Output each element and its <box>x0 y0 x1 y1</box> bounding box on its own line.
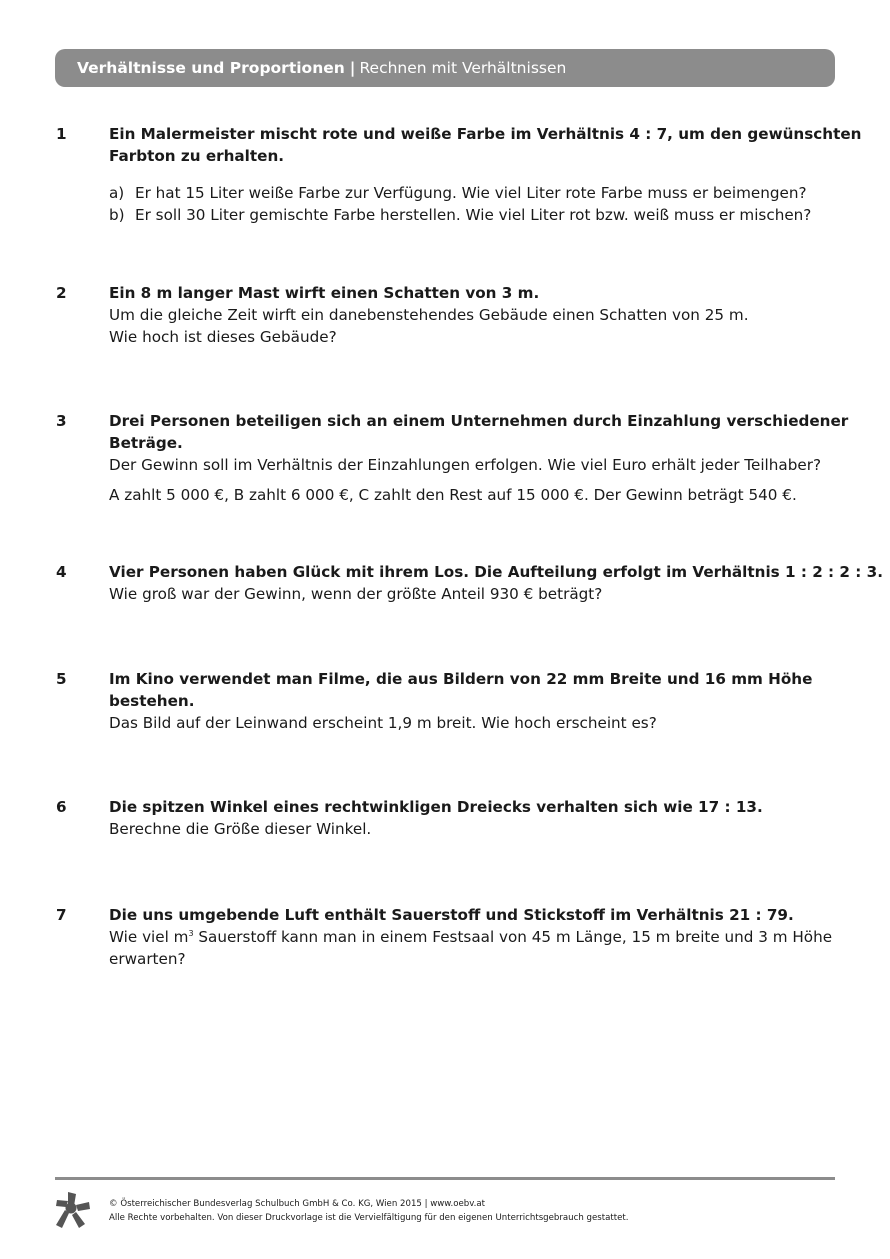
task-number: 2 <box>56 284 67 302</box>
subtask-b <box>109 204 839 226</box>
footer-line-1: © Österreichischer Bundesverlag Schulbuch GmbH & Co. KG, Wien 2015 | www.oebv.at <box>109 1199 486 1209</box>
task-title: Ein 8 m langer Mast wirft einen Schatten von 3 m. <box>109 284 540 302</box>
task-title: Ein Malermeister mischt rote und weiße Farbe im Verhältnis 4 : 7, um den gewünschten <box>109 125 862 143</box>
task-title: Vier Personen haben Glück mit ihrem Los. Die Aufteilung erfolgt im Verhältnis 1 : 2 : 2 : 3. <box>109 563 883 581</box>
task-number: 1 <box>56 125 67 143</box>
worksheet-header <box>55 49 835 87</box>
task-title: Im Kino verwendet man Filme, die aus Bildern von 22 mm Breite und 16 mm Höhe <box>109 670 813 688</box>
task-text: Wie groß war der Gewinn, wenn der größte Anteil 930 € beträgt? <box>109 585 603 603</box>
task-title: bestehen. <box>109 692 195 710</box>
subtask-a <box>109 182 839 204</box>
task-text: Wie hoch ist dieses Gebäude? <box>109 328 337 346</box>
subtask-label: a) <box>109 184 125 202</box>
task-title: Drei Personen beteiligen sich an einem Unternehmen durch Einzahlung verschiedener <box>109 412 849 430</box>
task-number: 6 <box>56 798 67 816</box>
task-number: 5 <box>56 670 67 688</box>
subtask-label: b) <box>109 206 125 224</box>
subtask-text: Er soll 30 Liter gemischte Farbe herstellen. Wie viel Liter rot bzw. weiß muss er mischen? <box>135 206 812 224</box>
header-subtopic: Rechnen mit Verhältnissen <box>359 59 567 77</box>
task-title: Die uns umgebende Luft enthält Sauerstoff und Stickstoff im Verhältnis 21 : 79. <box>109 906 794 924</box>
task-text <box>109 926 839 948</box>
task-title: Die spitzen Winkel eines rechtwinkligen Dreiecks verhalten sich wie 17 : 13. <box>109 798 763 816</box>
task-text: Um die gleiche Zeit wirft ein danebenstehendes Gebäude einen Schatten von 25 m. <box>109 306 749 324</box>
subtask-text: Er hat 15 Liter weiße Farbe zur Verfügung. Wie viel Liter rote Farbe muss er beimengen? <box>135 184 807 202</box>
task-text: erwarten? <box>109 950 186 968</box>
task-text: Das Bild auf der Leinwand erscheint 1,9 m breit. Wie hoch erscheint es? <box>109 714 657 732</box>
task-data-line: A zahlt 5 000 €, B zahlt 6 000 €, C zahlt den Rest auf 15 000 €. Der Gewinn beträgt 540 €. <box>109 486 797 504</box>
task-text-part: Wie viel m <box>109 928 189 946</box>
task-title: Farbton zu erhalten. <box>109 147 285 165</box>
task-text: Der Gewinn soll im Verhältnis der Einzahlungen erfolgen. Wie viel Euro erhält jeder Teilhaber? <box>109 456 821 474</box>
header-separator: | <box>349 59 356 77</box>
task-text: Berechne die Größe dieser Winkel. <box>109 820 372 838</box>
superscript-exponent: 3 <box>188 929 194 938</box>
footer-divider <box>55 1177 835 1180</box>
oebv-star-logo-icon <box>54 1190 92 1230</box>
task-title: Beträge. <box>109 434 183 452</box>
task-number: 3 <box>56 412 67 430</box>
task-text-part: Sauerstoff kann man in einem Festsaal von 45 m Länge, 15 m breite und 3 m Höhe <box>193 928 833 946</box>
footer-copyright <box>109 1197 629 1225</box>
header-topic: Verhältnisse und Proportionen <box>77 59 345 77</box>
task-number: 7 <box>56 906 67 924</box>
task-number: 4 <box>56 563 67 581</box>
footer-line-2: Alle Rechte vorbehalten. Von dieser Druckvorlage ist die Vervielfältigung für den eigenen Unterrichtsgebrauch gestattet. <box>109 1213 629 1223</box>
